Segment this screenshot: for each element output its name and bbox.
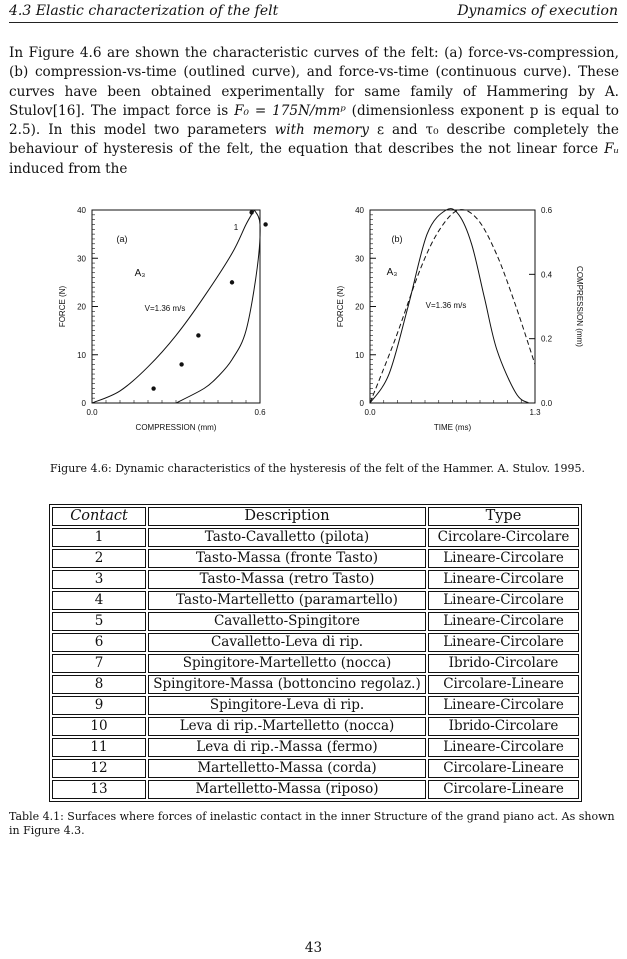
description-cell: Martelletto-Massa (corda) — [148, 759, 426, 778]
running-header — [9, 0, 618, 23]
contact-cell: 13 — [52, 780, 146, 799]
contact-cell: 8 — [52, 675, 146, 694]
description-cell: Tasto-Martelletto (paramartello) — [148, 591, 426, 610]
description-cell: Leva di rip.-Massa (fermo) — [148, 738, 426, 757]
y-tick-label: 10 — [355, 350, 364, 360]
paragraph-text-4: induced from the — [9, 160, 128, 177]
description-cell: Spingitore-Martelletto (nocca) — [148, 654, 426, 673]
impact-force-formula: F₀ = 175N/mmᵖ — [234, 102, 346, 119]
paragraph-text-2: (dimensionless exponent p is equal to 2.5). In this model two parameters — [9, 102, 619, 139]
x-tick-label: 1.3 — [529, 408, 541, 417]
type-cell: Circolare-Lineare — [428, 780, 579, 799]
contact-table — [49, 504, 582, 802]
table-row — [52, 528, 579, 547]
description-cell: Martelletto-Massa (riposo) — [148, 780, 426, 799]
table-row — [52, 759, 579, 778]
paragraph-text-3: ε and τ₀ describe completely the behaviour of hysteresis of the felt, the equation that describes the not linear force — [9, 122, 619, 158]
type-cell: Circolare-Circolare — [428, 528, 579, 547]
y2-tick-label: 0.6 — [541, 206, 553, 215]
description-cell: Tasto-Massa (fronte Tasto) — [148, 549, 426, 568]
description-cell: Spingitore-Massa (bottoncino regolaz.) — [148, 675, 426, 694]
type-cell: Lineare-Circolare — [428, 633, 579, 652]
data-point — [263, 222, 267, 226]
panel-label: (b) — [391, 234, 403, 244]
chart-a — [58, 206, 268, 432]
type-cell: Circolare-Lineare — [428, 675, 579, 694]
type-cell: Lineare-Circolare — [428, 738, 579, 757]
contact-cell: 12 — [52, 759, 146, 778]
y-tick-label: 0 — [81, 399, 86, 408]
table-row — [52, 570, 579, 589]
contact-cell: 7 — [52, 654, 146, 673]
body-paragraph — [9, 44, 619, 179]
type-cell: Lineare-Circolare — [428, 549, 579, 568]
contact-cell: 2 — [52, 549, 146, 568]
y-axis-label: FORCE (N) — [58, 285, 67, 328]
table-header-row — [52, 507, 579, 526]
data-point — [196, 333, 200, 337]
y-tick-label: 10 — [77, 350, 86, 360]
table-row — [52, 738, 579, 757]
type-cell: Circolare-Lineare — [428, 759, 579, 778]
type-cell: Lineare-Circolare — [428, 570, 579, 589]
header-chapter-title: Dynamics of execution — [457, 3, 618, 19]
type-cell: Lineare-Circolare — [428, 591, 579, 610]
type-cell: Lineare-Circolare — [428, 612, 579, 631]
peak-label: 1 — [233, 223, 239, 232]
table-row — [52, 675, 579, 694]
figure-charts — [0, 198, 627, 443]
unloading-curve — [176, 210, 260, 403]
figure-4-6 — [0, 198, 627, 443]
column-header-contact: Contact — [52, 507, 146, 526]
table-row — [52, 696, 579, 715]
y2-tick-label: 0.4 — [541, 270, 553, 280]
y2-tick-label: 0.2 — [541, 334, 553, 344]
description-cell: Tasto-Massa (retro Tasto) — [148, 570, 426, 589]
table-row — [52, 780, 579, 799]
x-axis-label: TIME (ms) — [433, 423, 472, 432]
description-cell: Cavalletto-Spingitore — [148, 612, 426, 631]
table-row — [52, 591, 579, 610]
table-row — [52, 549, 579, 568]
description-cell: Tasto-Cavalletto (pilota) — [148, 528, 426, 547]
y-axis-label: FORCE (N) — [336, 285, 345, 328]
table-row — [52, 633, 579, 652]
data-point — [249, 210, 253, 214]
y-tick-label: 30 — [77, 254, 86, 264]
contact-cell: 10 — [52, 717, 146, 736]
y-tick-label: 20 — [355, 302, 364, 312]
table-row — [52, 717, 579, 736]
data-point — [230, 280, 234, 284]
figure-caption: Figure 4.6: Dynamic characteristics of the hysteresis of the felt of the Hammer. A. Stulov. 1995. — [50, 462, 586, 475]
curve-annotation: A₃ — [134, 268, 146, 279]
y2-axis-label: COMPRESSION (mm) — [575, 266, 584, 347]
force-symbol: Fᵤ — [604, 141, 619, 158]
contact-cell: 4 — [52, 591, 146, 610]
header-section-title: 4.3 Elastic characterization of the felt — [9, 3, 279, 19]
type-cell: Ibrido-Circolare — [428, 717, 579, 736]
type-cell: Lineare-Circolare — [428, 696, 579, 715]
x-tick-label: 0.0 — [86, 408, 98, 417]
y-tick-label: 40 — [355, 206, 364, 215]
x-axis-label: COMPRESSION (mm) — [135, 423, 217, 432]
y-tick-label: 40 — [77, 206, 86, 215]
contact-cell: 9 — [52, 696, 146, 715]
emphasis-with-memory: with memory — [274, 122, 369, 139]
velocity-label: V=1.36 m/s — [425, 301, 467, 310]
description-cell: Leva di rip.-Martelletto (nocca) — [148, 717, 426, 736]
velocity-label: V=1.36 m/s — [144, 304, 186, 313]
y2-tick-label: 0.0 — [541, 399, 553, 408]
data-point — [151, 386, 155, 390]
chart-b — [336, 206, 584, 432]
y-tick-label: 20 — [77, 302, 86, 312]
column-header-description: Description — [148, 507, 426, 526]
column-header-type: Type — [428, 507, 579, 526]
contact-cell: 5 — [52, 612, 146, 631]
x-tick-label: 0.6 — [254, 408, 266, 417]
curve-annotation: A₃ — [386, 267, 398, 278]
y-tick-label: 0 — [359, 399, 364, 408]
contact-cell: 6 — [52, 633, 146, 652]
page-number: 43 — [304, 940, 323, 956]
table-body — [52, 528, 579, 799]
panel-label: (a) — [116, 234, 128, 244]
contact-cell: 11 — [52, 738, 146, 757]
contact-cell: 3 — [52, 570, 146, 589]
contact-cell: 1 — [52, 528, 146, 547]
data-point — [179, 362, 183, 366]
type-cell: Ibrido-Circolare — [428, 654, 579, 673]
description-cell: Cavalletto-Leva di rip. — [148, 633, 426, 652]
paragraph-text-1: In Figure 4.6 are shown the characteristic curves of the felt: (a) force-vs-compression, (b) compression-vs-time (outlined curve), and force-vs-time (continuous curve). These curves have been obtained experimentally for same family of Hammering by A. Stulov[16]. The impact force is — [9, 45, 619, 119]
table-row — [52, 612, 579, 631]
x-tick-label: 0.0 — [364, 408, 376, 417]
table-row — [52, 654, 579, 673]
description-cell: Spingitore-Leva di rip. — [148, 696, 426, 715]
table-caption: Table 4.1: Surfaces where forces of inelastic contact in the inner Structure of the grand piano act. As shown in Figure 4.3. — [9, 810, 615, 837]
y-tick-label: 30 — [355, 254, 364, 264]
